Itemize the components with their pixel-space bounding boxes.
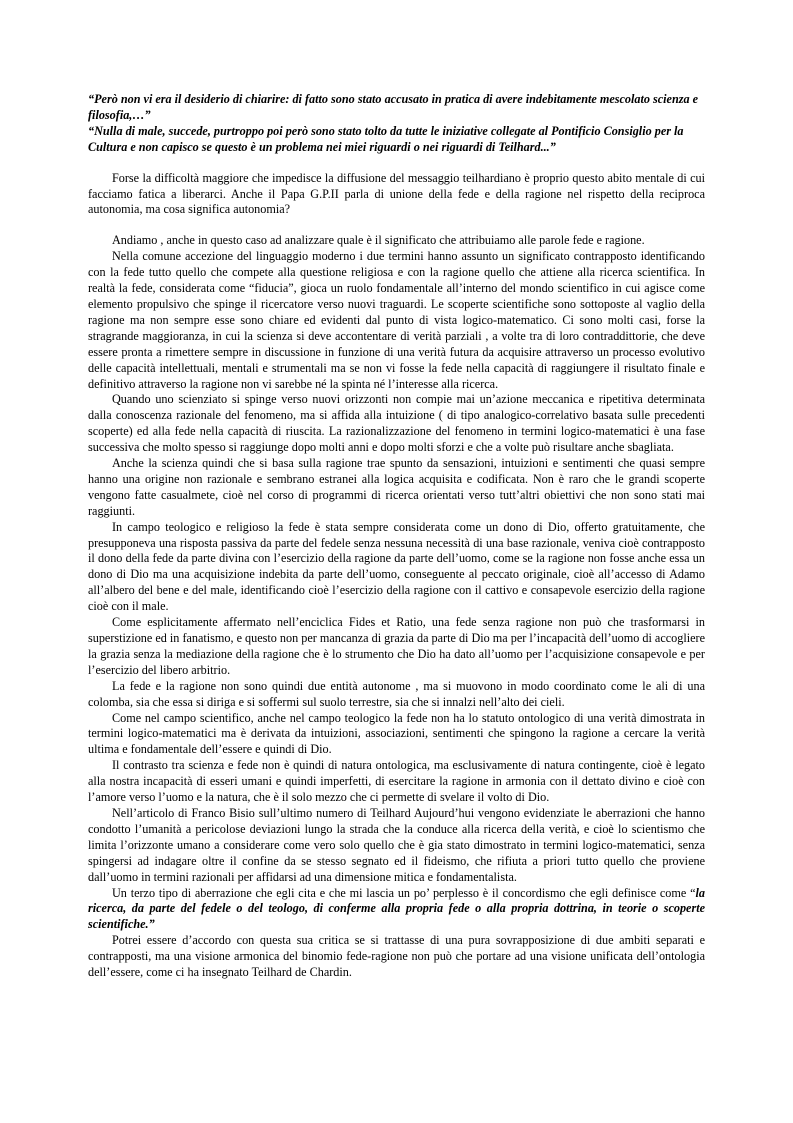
paragraph-4: Quando uno scienziato si spinge verso nuovi orizzonti non compie mai un’azione meccanica e ripetitiva determinata dalla conoscenza razionale del fenomeno, ma si affida alla intuizione ( di tipo analogico-correlativo basata sulle precedenti scoperte) ed alla fede nella capacità di riuscita. La razionalizzazione del fenomeno in termini logico-matematici è una fase successiva che molto spesso si raggiunge dopo molti anni e dopo molti sforzi e che a volte può risultare anche sbagliata. xyxy=(88,392,705,455)
paragraph-12-lead: Un terzo tipo di aberrazione che egli cita e che mi lascia un po’ perplesso è il concordismo che egli definisce come “ xyxy=(112,885,696,900)
opening-quote-2: “Nulla di male, succede, purtroppo poi però sono stato tolto da tutte le iniziative collegate al Pontificio Consiglio per la Cultura e non capisco se questo è un problema nei miei riguardi o nei riguardi di Teilhard...” xyxy=(88,123,684,154)
paragraph-7: Come esplicitamente affermato nell’enciclica Fides et Ratio, una fede senza ragione non può che trasformarsi in superstizione ed in fanatismo, e questo non per mancanza di grazia da parte di Dio ma per l’incapacità dell’uomo di accogliere la grazia senza la mediazione della ragione che è lo strumento che Dio ha dato all’uomo per l’acquisizione consapevole e per l’esercizio del libero arbitrio. xyxy=(88,615,705,677)
opening-quote-1: “Però non vi era il desiderio di chiarire: di fatto sono stato accusato in pratica di avere indebitamente mescolato scienza e filosofia,…” xyxy=(88,92,699,122)
concordismo-definition-quote: la ricerca, da parte del fedele o del teologo, di conferme alla propria fede o alla propria dottrina, in teorie o scoperte scientifiche.” xyxy=(88,885,705,932)
spacer xyxy=(88,156,705,171)
paragraph-5: Anche la scienza quindi che si basa sulla ragione trae spunto da sensazioni, intuizioni e sentimenti che quasi sempre hanno una origine non razionale e sembrano estranei alla logica acquisita e codificata. Non è raro che le grandi scoperte vengono fatte casualmete, cioè nel corso di programmi di ricerca orientati verso tutt’altri obiettivi che non sono stati mai raggiunti. xyxy=(88,456,705,518)
paragraph-2: Andiamo , anche in questo caso ad analizzare quale è il significato che attribuiamo alle parole fede e ragione. xyxy=(112,233,645,248)
paragraph-6: In campo teologico e religioso la fede è stata sempre considerata come un dono di Dio, offerto gratuitamente, che presupponeva una risposta passiva da parte del fedele senza nessuna necessità di una base razionale, veniva cioè contrapposto il dono della fede da parte divina con l’esercizio della ragione da parte dell’uomo, come se la ragione non fosse anche essa un dono di Dio ma una acquisizione indebita da parte dell’uomo, conseguente al peccato originale, cioè all’accesso di Adamo all’albero del bene e del male, identificando cioè l’esercizio della ragione con il cattivo e consapevole esercizio della ragione cioè con il male. xyxy=(88,519,705,614)
paragraph-8: La fede e la ragione non sono quindi due entità autonome , ma si muovono in modo coordinato come le ali di una colomba, sia che essa si diriga e si soffermi sul suolo terrestre, sia che si innalzi nell’alto dei cieli. xyxy=(88,678,705,709)
paragraph-13: Potrei essere d’accordo con questa sua critica se si trattasse di una pura sovrapposizione di due ambiti separati e contrapposti, ma una visione armonica del binomio fede-ragione non può che portare ad una visione unificata dell’ontologia dell’essere, come ci ha insegnato Teilhard de Chardin. xyxy=(88,933,705,980)
paragraph-1: Forse la difficoltà maggiore che impedisce la diffusione del messaggio teilhardiano è proprio questo abito mentale di cui facciamo fatica a liberarci. Anche il Papa G.P.II parla di unione della fede e della ragione nel rispetto della reciproca autonomia, ma cosa significa autonomia? xyxy=(88,170,705,217)
spacer xyxy=(88,218,705,233)
paragraph-12 xyxy=(88,886,705,934)
paragraph-10: Il contrasto tra scienza e fede non è quindi di natura ontologica, ma esclusivamente di natura contingente, cioè è legato alla nostra incapacità di esseri umani e quindi imperfetti, di esercitare la ragione in armonia con il dettato divino e cioè con l’amore verso l’uomo e la natura, che è il solo mezzo che ci permette di svelare il volto di Dio. xyxy=(88,758,705,805)
paragraph-9: Come nel campo scientifico, anche nel campo teologico la fede non ha lo statuto ontologico di una verità dimostrata in termini logico-matematici ma è derivata da intuizioni, associazioni, sentimenti che spingono la ragione a cercare la verità ultima e fondamentale dell’essere e quindi di Dio. xyxy=(88,710,705,757)
paragraph-11: Nell’articolo di Franco Bisio sull’ultimo numero di Teilhard Aujourd’hui vengono evidenziate le aberrazioni che hanno condotto l’umanità a pericolose deviazioni lungo la strada che la conduce alla ricerca della verità, e cioè lo scientismo che limita l’orizzonte umano a considerare come vero solo quello che è gia stato dimostrato in termini logico-matematici, senza spingersi ad indagare oltre il confine da se stesso segnato ed il fideismo, che rifiuta a priori tutto quello che proviene dall’uomo in termini razionali per affidarsi ad una dimensione mitica e fondamentalista. xyxy=(88,805,705,884)
paragraph-3: Nella comune accezione del linguaggio moderno i due termini hanno assunto un significato contrapposto identificando con la fede tutto quello che compete alla questione religiosa e con la ragione quello che attiene alla ricerca scientifica. In realtà la fede, considerata come “fiducia”, gioca un ruolo fondamentale all’interno del mondo scientifico in cui agisce come elemento propulsivo che spinge il ricercatore verso nuovi traguardi. Le scoperte scientifiche sono sottoposte al vaglio della ragione ma non sempre esse sono chiare ed evidenti dal punto di vista logico-matematico. Ci sono molti casi, forse la stragrande maggioranza, in cui la scienza si deve accontentare di verità parziali , a volte tra di loro contraddittorie, che deve essere pronta a rimettere sempre in discussione in funzione di una verità futura da acquisire attraverso un processo evolutivo delle capacità intellettuali, mentali e strumentali ma se non vi fosse la fede nella capacità di raggiungere il risultato finale e definitivo attraverso la ragione non vi sarebbe né la spinta né l’interesse alla ricerca. xyxy=(88,249,705,391)
